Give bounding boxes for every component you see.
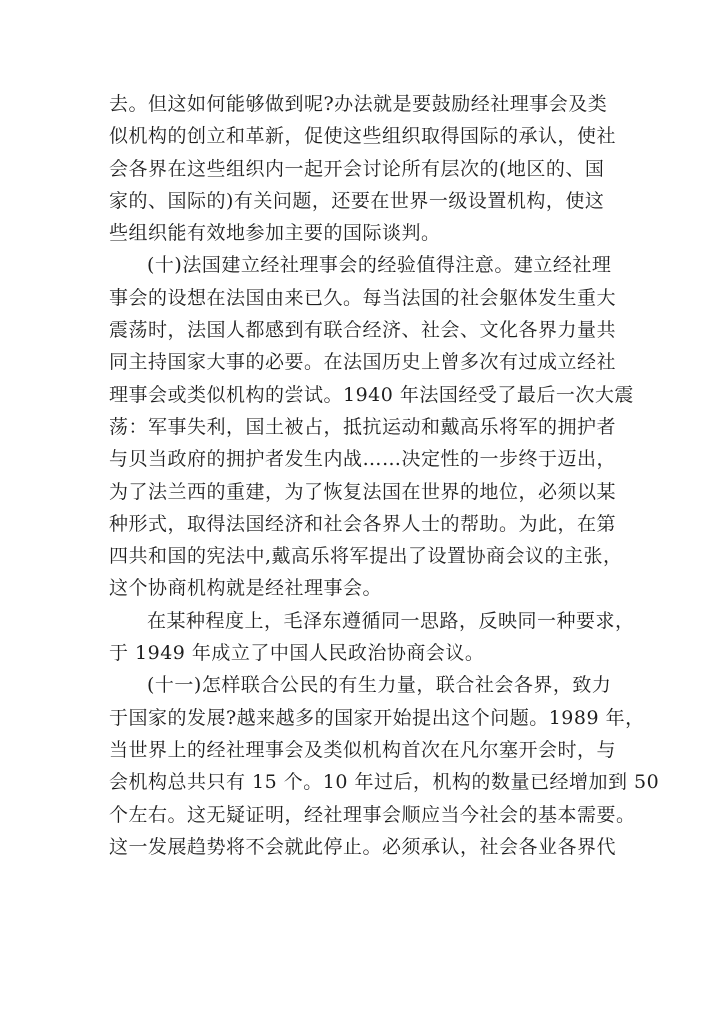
text-line: (十)法国建立经社理事会的经验值得注意。建立经社理 (147, 254, 612, 277)
text-line: 这个协商机构就是经社理事会。 (109, 577, 383, 600)
text-line: 去。但这如何能够做到呢?办法就是要鼓励经社理事会及类 (109, 93, 608, 115)
text-line: 于 1949 年成立了中国人民政治协商会议。 (109, 642, 485, 665)
document-page (109, 88, 660, 863)
text-line: 荡：军事失利，国土被占，抵抗运动和戴高乐将军的拥护者 (109, 415, 617, 438)
text-line: 些组织能有效地参加主要的国际谈判。 (109, 222, 441, 245)
text-line: 个左右。这无疑证明，经社理事会顺应当今社会的基本需要。 (109, 803, 636, 826)
text-line: 种形式，取得法国经济和社会各界人士的帮助。为此，在第 (109, 512, 617, 535)
text-line: 这一发展趋势将不会就此停止。必须承认，社会各业各界代 (109, 835, 617, 858)
text-line: 理事会或类似机构的尝试。1940 年法国经受了最后一次大震 (109, 383, 634, 406)
text-line: 震荡时，法国人都感到有联合经济、社会、文化各界力量共 (109, 319, 617, 342)
text-line: 家的、国际的)有关问题，还要在世界一级设置机构，使这 (109, 189, 605, 212)
text-line: 事会的设想在法国由来已久。每当法国的社会躯体发生重大 (109, 286, 617, 309)
text-line: 会各界在这些组织内一起开会讨论所有层次的(地区的、国 (109, 157, 605, 180)
text-line: 会机构总共只有 15 个。10 年过后，机构的数量已经增加到 50 (109, 771, 660, 794)
text-line: 四共和国的宪法中,戴高乐将军提出了设置协商会议的主张， (109, 545, 623, 568)
paragraph-1 (109, 88, 623, 249)
text-line: 同主持国家大事的必要。在法国历史上曾多次有过成立经社 (109, 351, 617, 374)
text-line: 当世界上的经社理事会及类似机构首次在凡尔塞开会时，与 (109, 738, 617, 761)
paragraph-4 (109, 669, 660, 863)
paragraph-3 (109, 605, 635, 670)
text-line: 与贝当政府的拥护者发生内战……决定性的一步终于迈出， (109, 448, 617, 471)
text-line: 于国家的发展?越来越多的国家开始提出这个问题。1989 年， (109, 706, 645, 729)
paragraph-2 (109, 249, 634, 604)
text-line: 似机构的创立和革新，促使这些组织取得国际的承认，使社 (109, 125, 617, 148)
text-line: 为了法兰西的重建，为了恢复法国在世界的地位，必须以某 (109, 480, 617, 503)
text-line: (十一)怎样联合公民的有生力量，联合社会各界，致力 (147, 674, 612, 697)
text-line: 在某种程度上，毛泽东遵循同一思路，反映同一种要求， (147, 609, 635, 632)
